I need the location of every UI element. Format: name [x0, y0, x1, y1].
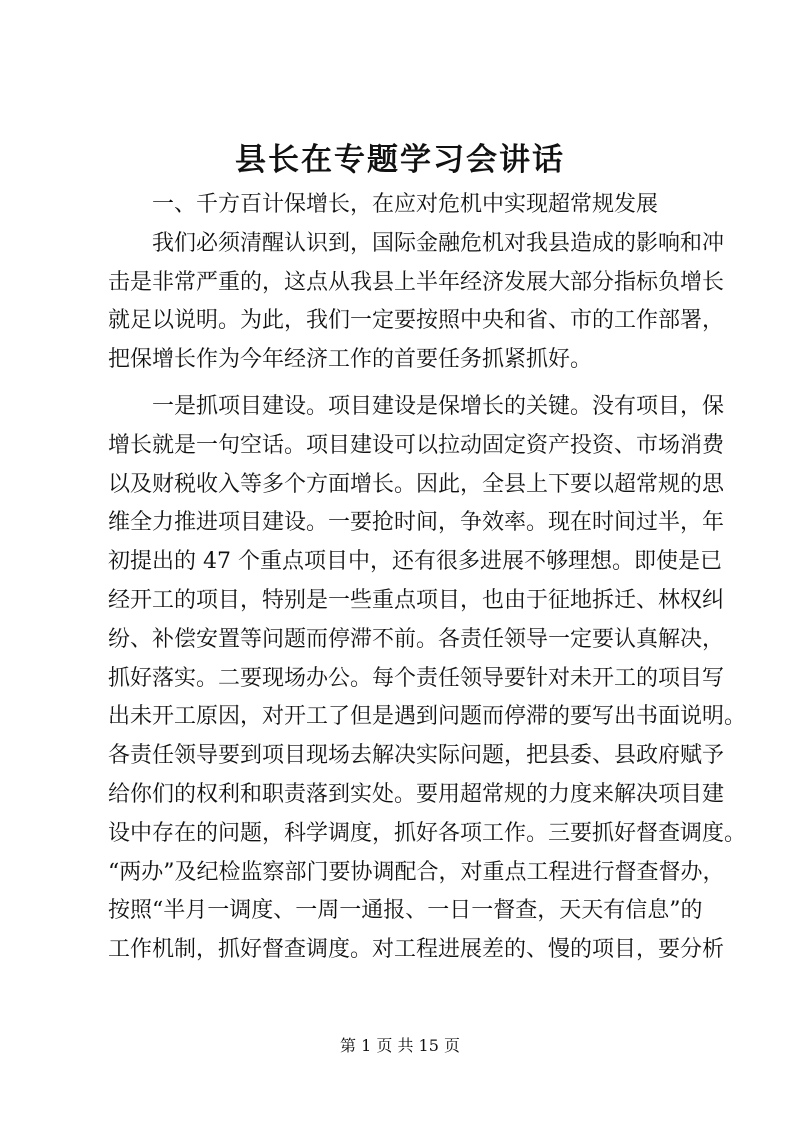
text-line: 一是抓项目建设。项目建设是保增长的关键。没有项目，保: [152, 393, 725, 419]
paragraph-2: [108, 388, 747, 970]
text-line: 就足以说明。为此，我们一定要按照中央和省、市的工作部署，: [108, 308, 725, 334]
text-line: 设中存在的问题，科学调度，抓好各项工作。三要抓好督查调度。: [108, 820, 747, 846]
text-line: 增长就是一句空话。项目建设可以拉动固定资产投资、市场消费: [108, 432, 725, 458]
paragraph-1: [108, 225, 725, 380]
text-line: 初提出的 47 个重点项目中，还有很多进展不够理想。即使是已: [108, 549, 722, 575]
text-line: 按照“半月一调度、一周一通报、一日一督查，天天有信息”的: [108, 898, 703, 924]
text-line: 各责任领导要到项目现场去解决实际问题，把县委、县政府赋予: [108, 743, 725, 769]
page-number-footer: 第 1 页 共 15 页: [340, 1036, 460, 1055]
text-line: 给你们的权利和职责落到实处。要用超常规的力度来解决项目建: [108, 781, 725, 807]
document-body: [108, 186, 747, 970]
text-line: 抓好落实。二要现场办公。每个责任领导要针对未开工的项目写: [108, 665, 725, 691]
text-line: 我们必须清醒认识到，国际金融危机对我县造成的影响和冲: [152, 230, 725, 256]
text-line: 把保增长作为今年经济工作的首要任务抓紧抓好。: [108, 347, 593, 373]
text-line: 击是非常严重的，这点从我县上半年经济发展大部分指标负增长: [108, 269, 725, 295]
text-line: “两办”及纪检监察部门要协调配合，对重点工程进行督查督办，: [108, 859, 725, 885]
text-line: 出未开工原因，对开工了但是遇到问题而停滞的要写出书面说明。: [108, 704, 747, 730]
section-heading: 一、千方百计保增长，在应对危机中实现超常规发展: [152, 192, 659, 217]
text-line: 经开工的项目，特别是一些重点项目，也由于征地拆迁、林权纠: [108, 587, 725, 613]
text-line: 工作机制，抓好督查调度。对工程进展差的、慢的项目，要分析: [108, 937, 725, 963]
text-line: 纷、补偿安置等问题而停滞不前。各责任领导一定要认真解决，: [108, 626, 725, 652]
text-line: 以及财税收入等多个方面增长。因此，全县上下要以超常规的思: [108, 471, 725, 497]
document-title: 县长在专题学习会讲话: [235, 142, 565, 178]
text-line: 维全力推进项目建设。一要抢时间，争效率。现在时间过半，年: [108, 510, 725, 536]
